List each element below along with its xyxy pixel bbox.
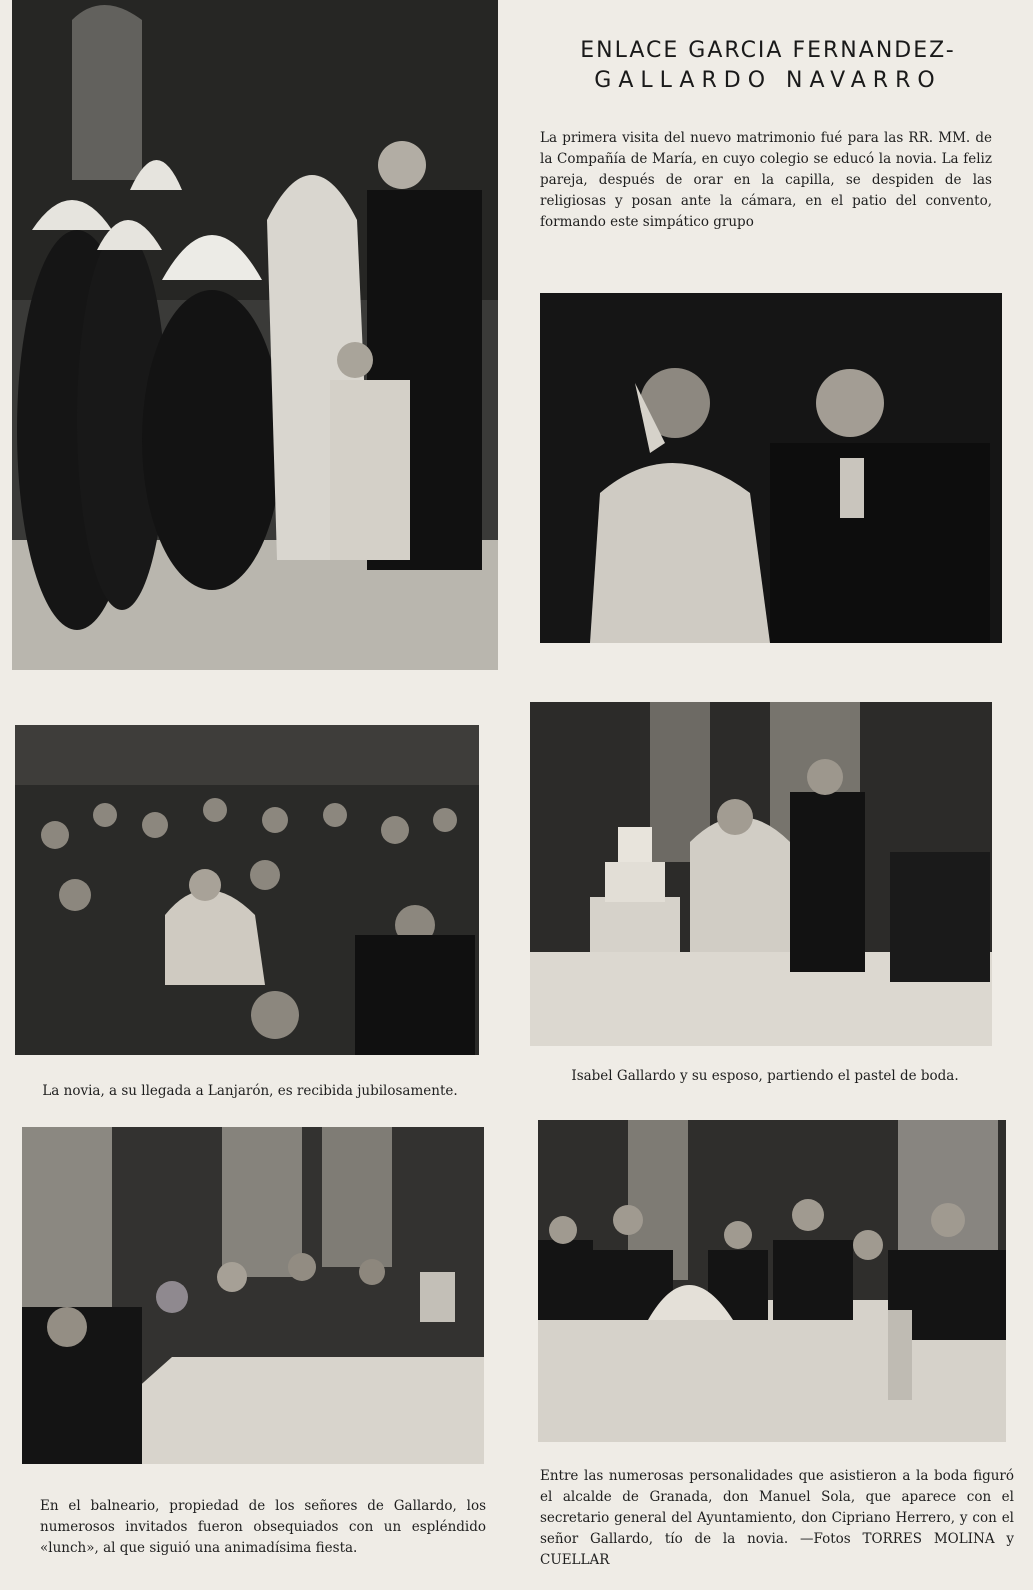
photo-lunch-tables	[22, 1127, 484, 1464]
photo-convent-group	[12, 0, 498, 670]
caption-lunch: En el balneario, propiedad de los señores de Gallardo, los numerosos invitados fueron obsequiados con un espléndido «lunch», al que siguió una animadísima fiesta.	[40, 1498, 486, 1556]
caption-cake: Isabel Gallardo y su esposo, partiendo el pastel de boda.	[571, 1068, 959, 1084]
caption-arrival: La novia, a su llegada a Lanjarón, es recibida jubilosamente.	[42, 1083, 458, 1099]
caption-guests: Entre las numerosas personalidades que asistieron a la boda figuró el alcalde de Granada, don Manuel Sola, que aparece con el secretario general del Ayuntamiento, don Cipriano Herrero, y con el señor Gallardo, tío de la novia. —Fotos TORRES MOLINA y CUELLAR	[540, 1468, 1014, 1568]
article-title	[548, 36, 988, 96]
intro-text: La primera visita del nuevo matrimonio fué para las RR. MM. de la Compañía de María, en cuyo colegio se educó la novia. La feliz pareja, después de orar en la capilla, se despiden de las religiosas y posan ante la cámara, en el patio del convento, formando este simpático grupo	[540, 130, 992, 230]
photo-cake-cutting	[530, 702, 992, 1046]
title-line-1: ENLACE GARCIA FERNANDEZ-	[580, 38, 956, 63]
photo-guests-table	[538, 1120, 1006, 1442]
photo-arrival-crowd	[15, 725, 479, 1055]
photo-couple-portrait	[540, 293, 1002, 643]
title-line-2: GALLARDO NAVARRO	[594, 68, 942, 93]
